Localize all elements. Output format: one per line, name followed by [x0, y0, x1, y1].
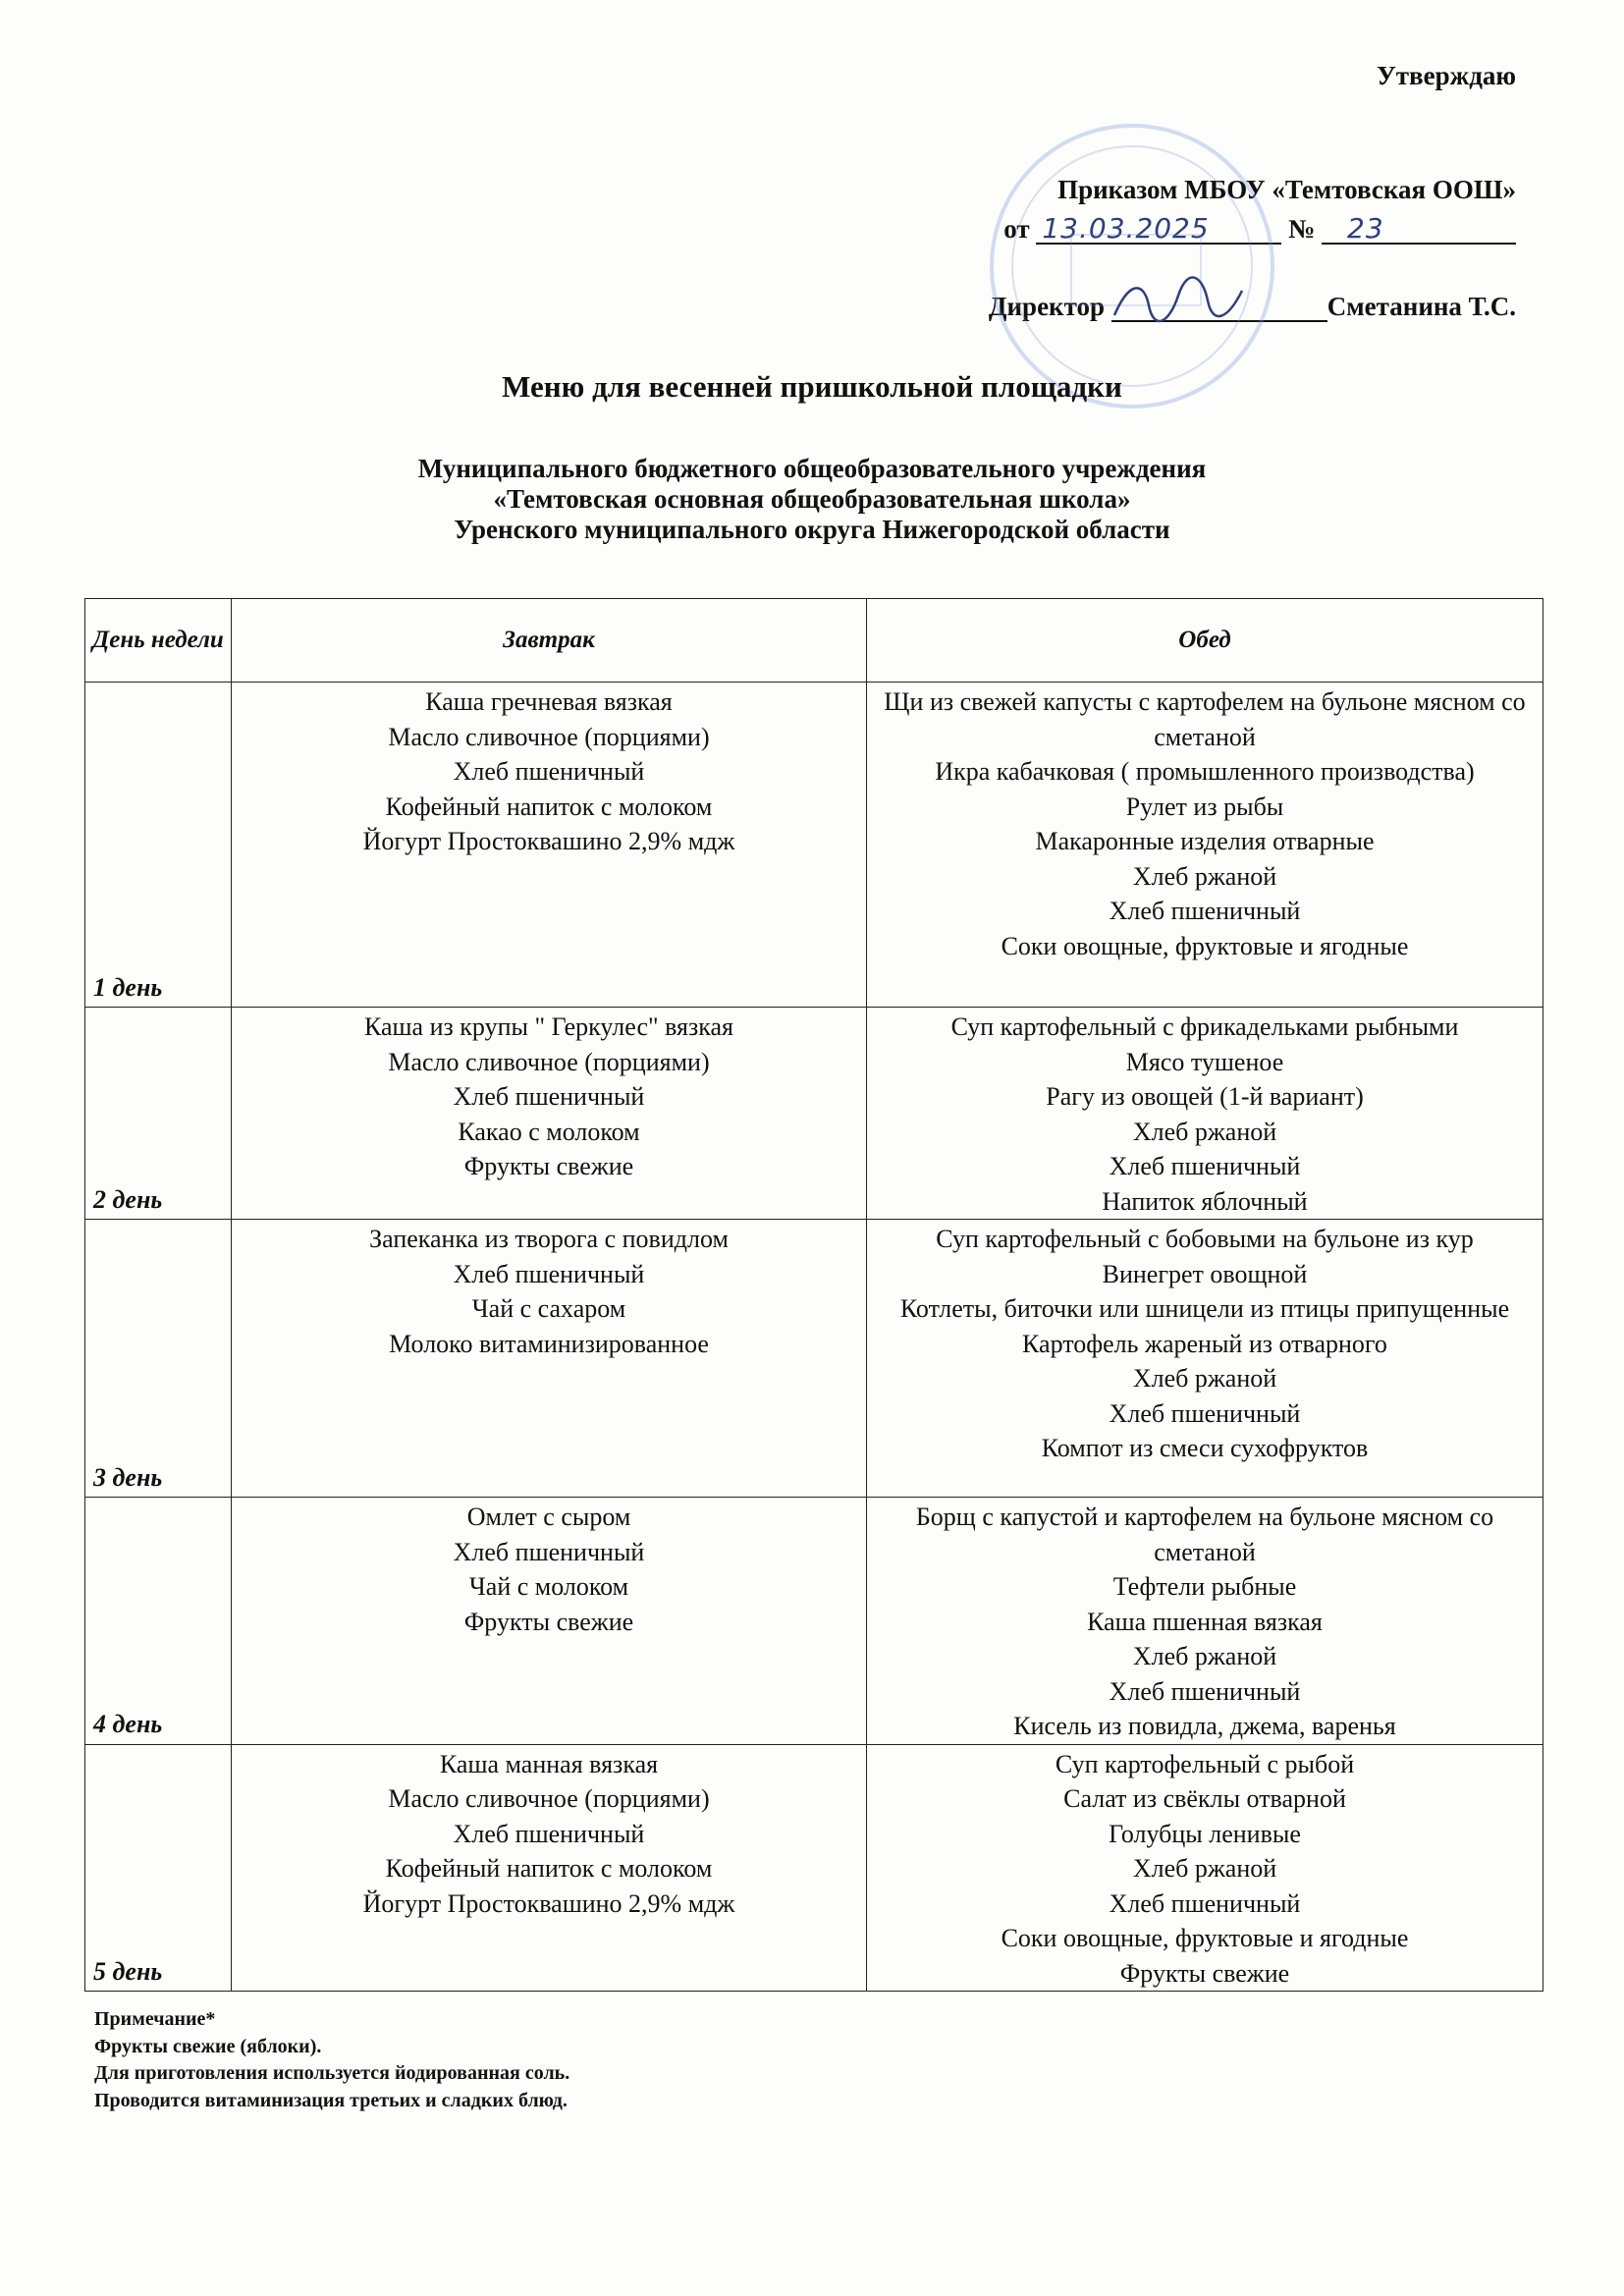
official-stamp-seal: [990, 124, 1274, 409]
approval-order: Приказом МБОУ «Темтовская ООШ»: [1057, 175, 1516, 204]
lunch-item: Рулет из рыбы: [1125, 792, 1284, 821]
lunch-item: Тефтели рыбные: [1112, 1572, 1297, 1601]
lunch-item: Хлеб ржаной: [1132, 1364, 1277, 1393]
table-row: [85, 1744, 1543, 1992]
breakfast-item: Масло сливочное (порциями): [388, 722, 710, 751]
lunch-item: Фрукты свежие: [1119, 1958, 1290, 1988]
lunch-item: Рагу из овощей (1-й вариант): [1046, 1082, 1364, 1111]
notes-block: [94, 2006, 569, 2114]
lunch-item: Икра кабачковая ( промышленного производства): [935, 757, 1475, 786]
day-cell: 1 день: [85, 683, 232, 1008]
note-line: Для приготовления используется йодированная соль.: [94, 2062, 570, 2084]
lunch-item: Хлеб пшеничный: [1109, 897, 1301, 925]
lunch-item: Картофель жареный из отварного: [1022, 1329, 1387, 1358]
number-prefix: №: [1288, 214, 1316, 244]
table-header-row: [85, 599, 1543, 683]
notes-title: Примечание*: [94, 2008, 216, 2030]
lunch-item: Котлеты, биточки или шницели из птицы припущенные: [899, 1294, 1510, 1323]
lunch-item: Мясо тушеное: [1125, 1047, 1284, 1076]
breakfast-cell: [232, 1008, 867, 1220]
table-row: [85, 683, 1543, 1008]
breakfast-item: Фрукты свежие: [463, 1152, 634, 1180]
date-prefix: от: [1003, 214, 1030, 244]
lunch-item: Голубцы ленивые: [1109, 1819, 1301, 1848]
breakfast-item: Йогурт Простоквашино 2,9% мдж: [362, 827, 735, 855]
breakfast-item: Кофейный напиток с молоком: [385, 792, 713, 821]
lunch-item: Напиток яблочный: [1102, 1186, 1308, 1216]
breakfast-item: Масло сливочное (порциями): [388, 1784, 710, 1813]
breakfast-cell: [232, 1498, 867, 1745]
breakfast-item: Каша манная вязкая: [439, 1749, 659, 1778]
table-row: [85, 1498, 1543, 1745]
breakfast-item: Хлеб пшеничный: [453, 1082, 645, 1111]
breakfast-item: Молоко витаминизированное: [389, 1329, 709, 1358]
breakfast-item: Хлеб пшеничный: [453, 1819, 645, 1848]
day-cell: 5 день: [85, 1744, 232, 1992]
lunch-item: Винегрет овощной: [1102, 1259, 1308, 1288]
breakfast-cell: [232, 683, 867, 1008]
lunch-item: Хлеб ржаной: [1132, 1854, 1277, 1883]
lunch-item: Хлеб пшеничный: [1109, 1398, 1301, 1428]
lunch-item: Борщ с капустой и картофелем на бульоне мясном со сметаной: [915, 1503, 1494, 1566]
lunch-item: Хлеб пшеничный: [1109, 1152, 1301, 1180]
lunch-item: Соки овощные, фруктовые и ягодные: [1001, 931, 1409, 960]
header-lunch: Обед: [867, 599, 1543, 683]
breakfast-item: Омлет с сыром: [466, 1503, 631, 1531]
breakfast-item: Масло сливочное (порциями): [388, 1047, 710, 1076]
breakfast-cell: [232, 1744, 867, 1992]
lunch-item: Суп картофельный с фрикадельками рыбными: [950, 1012, 1459, 1041]
lunch-cell: [867, 1008, 1543, 1220]
director-label: Директор: [988, 292, 1106, 321]
table-row: [85, 1008, 1543, 1220]
menu-table: [84, 598, 1543, 1992]
breakfast-item: Хлеб пшеничный: [453, 1537, 645, 1566]
lunch-item: Хлеб пшеничный: [1109, 1888, 1301, 1918]
lunch-item: Хлеб пшеничный: [1109, 1676, 1301, 1706]
number-blank: [1322, 212, 1516, 245]
org-line: Муниципального бюджетного общеобразовательного учреждения: [417, 454, 1207, 483]
lunch-item: Хлеб ржаной: [1132, 1117, 1277, 1146]
lunch-item: Салат из свёклы отварной: [1063, 1784, 1346, 1813]
lunch-item: Хлеб ржаной: [1132, 1642, 1277, 1670]
lunch-item: Компот из смеси сухофруктов: [1041, 1434, 1369, 1462]
note-line: Фрукты свежие (яблоки).: [94, 2035, 322, 2057]
org-line: Уренского муниципального округа Нижегородской области: [454, 515, 1170, 544]
lunch-item: Макаронные изделия отварные: [1035, 827, 1375, 855]
breakfast-item: Чай с молоком: [468, 1572, 629, 1601]
header-day: День недели: [85, 599, 232, 683]
breakfast-item: Какао с молоком: [458, 1117, 640, 1146]
breakfast-item: Кофейный напиток с молоком: [385, 1854, 713, 1883]
director-signature: [1110, 271, 1247, 330]
note-line: Проводится витаминизация третьих и сладких блюд.: [94, 2089, 568, 2111]
lunch-item: Соки овощные, фруктовые и ягодные: [1001, 1924, 1409, 1952]
breakfast-item: Каша из крупы " Геркулес" вязкая: [364, 1012, 733, 1041]
day-cell: 4 день: [85, 1498, 232, 1745]
day-cell: 2 день: [85, 1008, 232, 1220]
lunch-item: Хлеб ржаной: [1132, 861, 1277, 891]
document-title: Меню для весенней пришкольной площадки: [502, 369, 1122, 404]
breakfast-item: Чай с сахаром: [471, 1294, 626, 1323]
breakfast-item: Хлеб пшеничный: [453, 1259, 645, 1288]
lunch-item: Кисель из повидла, джема, варенья: [1013, 1712, 1396, 1740]
lunch-item: Суп картофельный с бобовыми на бульоне из кур: [936, 1225, 1474, 1253]
breakfast-item: Запеканка из творога с повидлом: [369, 1225, 729, 1253]
lunch-cell: [867, 683, 1543, 1008]
breakfast-item: Фрукты свежие: [463, 1607, 634, 1636]
lunch-cell: [867, 1744, 1543, 1992]
breakfast-cell: [232, 1220, 867, 1498]
breakfast-item: Хлеб пшеничный: [453, 757, 645, 786]
table-row: [85, 1220, 1543, 1498]
lunch-item: Суп картофельный с рыбой: [1055, 1749, 1355, 1778]
lunch-item: Каша пшенная вязкая: [1087, 1607, 1323, 1636]
director-name: Сметанина Т.С.: [1326, 292, 1516, 321]
org-line: «Темтовская основная общеобразовательная школа»: [493, 484, 1131, 514]
lunch-cell: [867, 1220, 1543, 1498]
lunch-item: Щи из свежей капусты с картофелем на бульоне мясном со сметаной: [884, 687, 1526, 751]
header-breakfast: Завтрак: [232, 599, 867, 683]
breakfast-item: Каша гречневая вязкая: [425, 687, 673, 716]
approval-title: Утверждаю: [1376, 61, 1516, 90]
breakfast-item: Йогурт Простоквашино 2,9% мдж: [362, 1888, 735, 1918]
day-cell: 3 день: [85, 1220, 232, 1498]
handwritten-date: 13.03.2025: [1042, 212, 1210, 245]
lunch-cell: [867, 1498, 1543, 1745]
handwritten-number: 23: [1347, 212, 1384, 245]
